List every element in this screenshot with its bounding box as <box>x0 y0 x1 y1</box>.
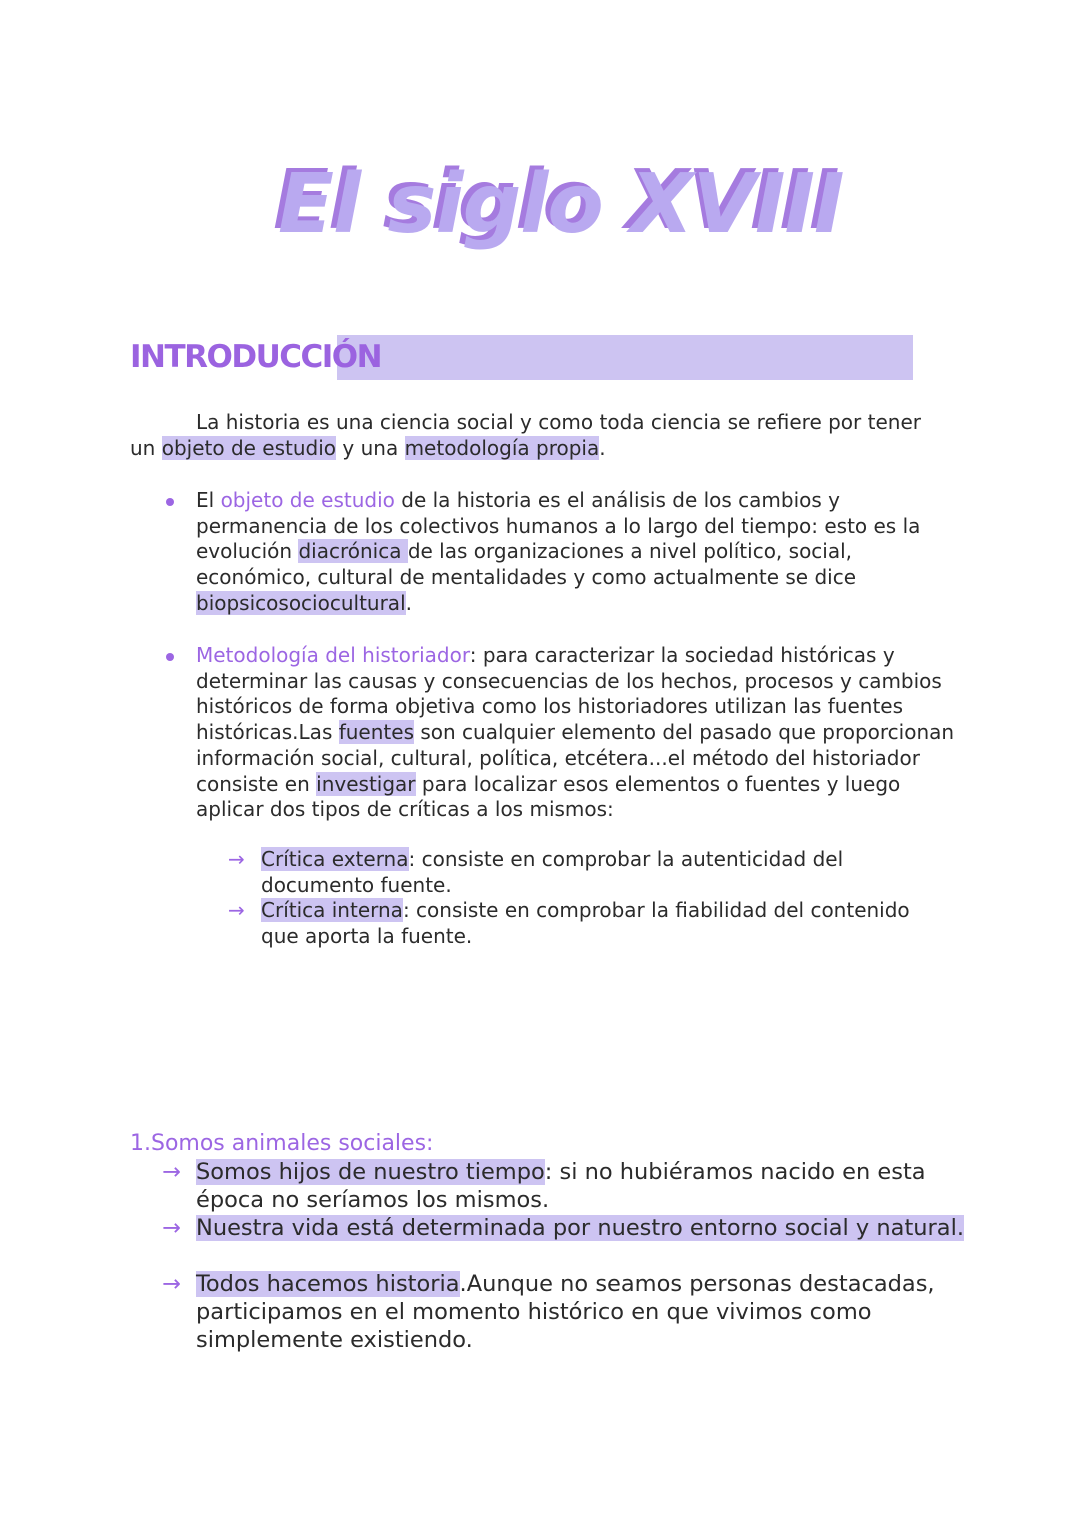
title-block <box>278 150 844 270</box>
highlight: Todos hacemos historia <box>196 1271 460 1297</box>
text: .Aunque no seamos personas destacadas, participamos en el momento histórico en que vivimos como simplemente existiendo. <box>196 1271 935 1353</box>
highlight: Crítica externa <box>261 847 409 871</box>
page-title: El siglo XVIII <box>278 157 844 252</box>
arrow-right-icon: → <box>162 1215 181 1241</box>
text: La historia es una ciencia social y como toda ciencia se refiere por tener un <box>130 410 921 460</box>
text: para localizar esos elementos o fuentes y luego aplicar dos tipos de críticas a los mismos: <box>196 771 901 822</box>
highlight: diacrónica <box>298 539 408 564</box>
text: : consiste en comprobar la fiabilidad del contenido que aporta la fuente. <box>261 898 910 948</box>
heading-highlight-bar <box>337 335 913 380</box>
highlight: metodología propia <box>404 435 600 460</box>
text: de la historia es el análisis de los cambios y permanencia de los colectivos humanos a lo largo del tiempo: esto es la evolución <box>196 488 921 564</box>
text: El <box>196 488 221 512</box>
text: y una <box>336 435 405 460</box>
arrow-right-icon: → <box>162 1271 181 1297</box>
arrow-right-icon: → <box>162 1159 181 1185</box>
section-title: 1.Somos animales sociales: <box>130 1131 434 1156</box>
text: : consiste en comprobar la autenticidad del documento fuente. <box>261 847 844 897</box>
intro-heading: INTRODUCCIÓN <box>130 339 382 375</box>
highlight: biopsicosociocultural <box>196 590 406 615</box>
text: . <box>599 435 606 460</box>
bullet-objeto-estudio <box>196 488 956 617</box>
keyword: Metodología del historiador <box>196 643 470 667</box>
intro-paragraph <box>130 410 930 461</box>
section-item <box>162 1158 966 1214</box>
text: : si no hubiéramos nacido en esta época no seríamos los mismos. <box>196 1159 926 1213</box>
arrow-right-icon: → <box>228 898 245 922</box>
bullet-dot-icon <box>166 498 174 506</box>
text: son cualquier elemento del pasado que proporcionan información social, cultural, política, etcétera...el método del historiador consiste en <box>196 720 955 796</box>
bullet-metodologia <box>196 643 956 823</box>
keyword: objeto de estudio <box>220 488 395 512</box>
bullet-dot-icon <box>166 653 174 661</box>
text: : para caracterizar la sociedad históricas y determinar las causas y consecuencias de los hechos, procesos y cambios históricos de forma objetiva como los historiadores utilizan las fuentes históricas.Las <box>196 643 942 745</box>
arrow-right-icon: → <box>228 847 245 871</box>
critica-externa-item <box>228 847 951 898</box>
highlight: Crítica interna <box>261 898 403 922</box>
section-item <box>162 1214 966 1242</box>
section-item <box>162 1270 966 1354</box>
highlight: Somos hijos de nuestro tiempo <box>196 1159 545 1185</box>
highlight: Nuestra vida está determinada por nuestro entorno social y natural. <box>196 1215 964 1241</box>
highlight: investigar <box>316 771 416 796</box>
critica-interna-item <box>228 898 951 949</box>
highlight: objeto de estudio <box>161 435 337 460</box>
text: de las organizaciones a nivel político, social, económico, cultural de mentalidades y como actualmente se dice <box>196 539 857 590</box>
highlight: fuentes <box>338 720 414 745</box>
text: . <box>405 590 412 615</box>
